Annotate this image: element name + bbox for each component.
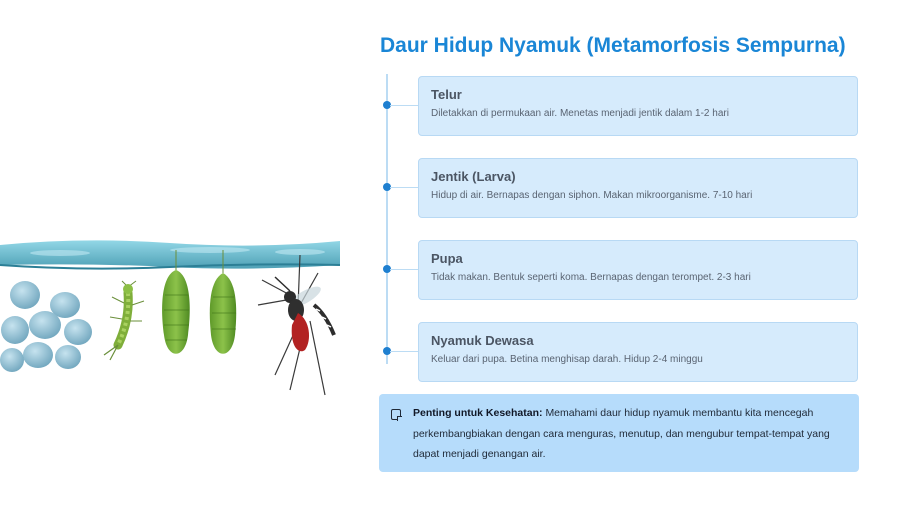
page-title: Daur Hidup Nyamuk (Metamorfosis Sempurna) [380, 34, 846, 57]
note-icon [391, 409, 401, 420]
stage-title: Pupa [431, 251, 463, 266]
larva-icon [104, 281, 144, 360]
note-label: Penting untuk Kesehatan: [413, 407, 543, 419]
timeline-connector [390, 351, 418, 352]
adult-mosquito-icon [258, 255, 334, 395]
health-note [379, 394, 859, 472]
mosquito-lifecycle-illustration [0, 225, 340, 400]
stage-title: Jentik (Larva) [431, 169, 516, 184]
timeline-connector [390, 105, 418, 106]
water-surface [0, 240, 340, 268]
egg-cluster-icon [0, 281, 92, 372]
stage-card-telur [418, 76, 858, 136]
stage-card-pupa [418, 240, 858, 300]
stage-description: Keluar dari pupa. Betina menghisap darah. Hidup 2-4 minggu [431, 354, 703, 365]
stage-title: Nyamuk Dewasa [431, 333, 534, 348]
timeline-line [386, 74, 388, 364]
timeline-connector [390, 187, 418, 188]
stage-title: Telur [431, 87, 462, 102]
stage-description: Diletakkan di permukaan air. Menetas menjadi jentik dalam 1-2 hari [431, 108, 729, 119]
stage-card-jentik [418, 158, 858, 218]
stage-card-nyamuk-dewasa [418, 322, 858, 382]
stage-description: Hidup di air. Bernapas dengan siphon. Makan mikroorganisme. 7-10 hari [431, 190, 753, 201]
stage-description: Tidak makan. Bentuk seperti koma. Bernapas dengan terompet. 2-3 hari [431, 272, 751, 283]
timeline-connector [390, 269, 418, 270]
note-text: Memahami daur hidup nyamuk membantu kita mencegah perkembangbiakan dengan cara menguras, menutup, dan mengubur tempat-tempat yang dapat menjadi genangan air. [413, 407, 830, 460]
